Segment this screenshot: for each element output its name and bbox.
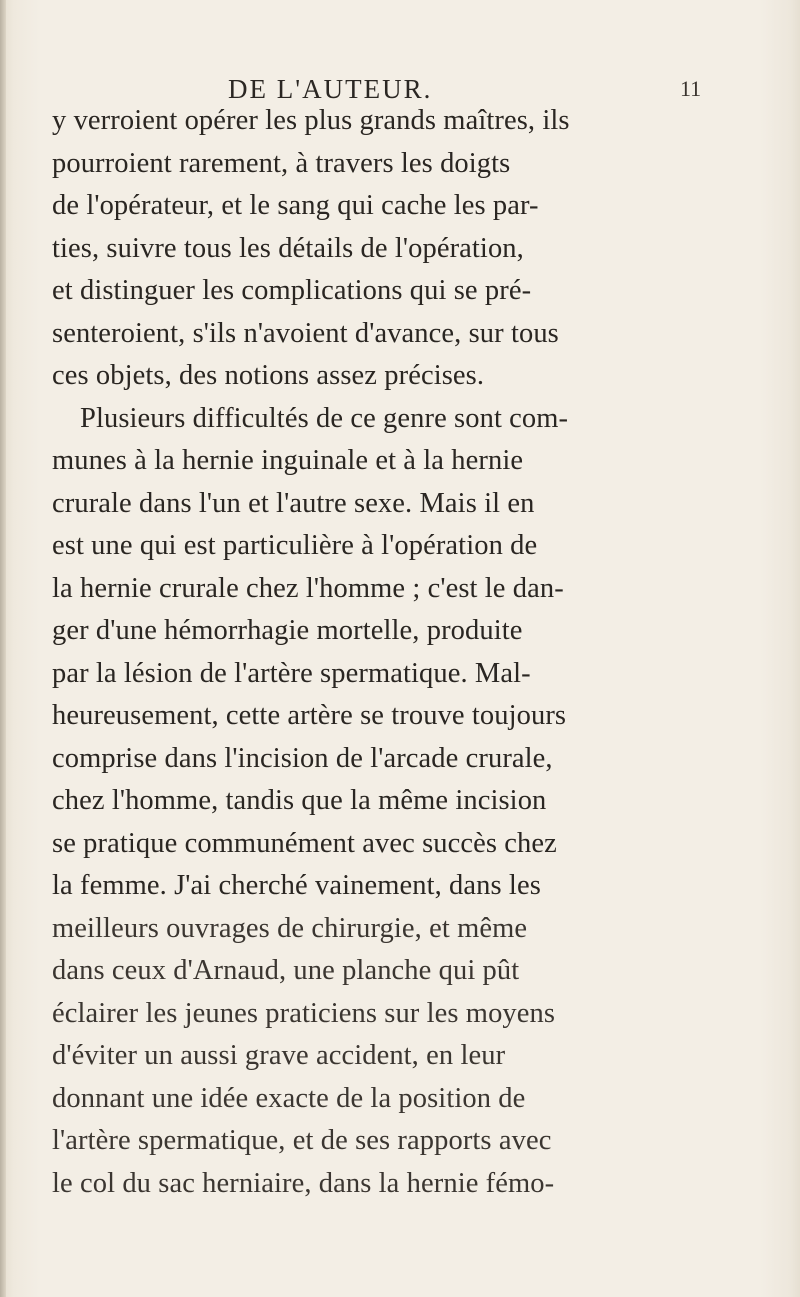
text-line: heureusement, cette artère se trouve toujours bbox=[52, 700, 567, 731]
text-line: par la lésion de l'artère spermatique. Mal- bbox=[52, 657, 531, 689]
text-line: et distinguer les complications qui se pré- bbox=[52, 275, 532, 306]
text-line: ger d'une hémorrhagie mortelle, produite bbox=[52, 615, 523, 646]
text-line: se pratique communément avec succès chez bbox=[52, 827, 557, 859]
text-line: d'éviter un aussi grave accident, en leur bbox=[52, 1040, 506, 1071]
body-text bbox=[52, 100, 772, 1205]
text-line: ties, suivre tous les détails de l'opération, bbox=[52, 232, 524, 264]
page-number: 11 bbox=[680, 76, 702, 101]
running-head: DE L'AUTEUR. bbox=[228, 74, 433, 104]
text-line: comprise dans l'incision de l'arcade crurale, bbox=[52, 742, 553, 774]
text-line: donnant une idée exacte de la position de bbox=[52, 1082, 526, 1114]
text-line: la femme. J'ai cherché vainement, dans les bbox=[52, 870, 541, 901]
text-line: le col du sac herniaire, dans la hernie fémo- bbox=[52, 1167, 555, 1199]
text-line: crurale dans l'un et l'autre sexe. Mais il en bbox=[52, 487, 535, 519]
text-line: la hernie crurale chez l'homme ; c'est le dan- bbox=[52, 572, 564, 604]
text-line: est une qui est particulière à l'opération de bbox=[52, 530, 538, 561]
paragraph-start-line: Plusieurs difficultés de ce genre sont com- bbox=[80, 402, 569, 434]
text-line: munes à la hernie inguinale et à la hernie bbox=[52, 445, 524, 476]
page-header bbox=[0, 52, 800, 104]
text-line: pourroient rarement, à travers les doigts bbox=[52, 147, 511, 179]
text-line: meilleurs ouvrages de chirurgie, et même bbox=[52, 912, 528, 944]
text-line: de l'opérateur, et le sang qui cache les par- bbox=[52, 190, 539, 221]
text-line: l'artère spermatique, et de ses rapports avec bbox=[52, 1125, 552, 1156]
text-line: chez l'homme, tandis que la même incision bbox=[52, 785, 547, 816]
text-line: dans ceux d'Arnaud, une planche qui pût bbox=[52, 955, 520, 986]
text-line: éclairer les jeunes praticiens sur les moyens bbox=[52, 997, 556, 1029]
text-line: y verroient opérer les plus grands maîtres, ils bbox=[52, 105, 570, 136]
text-line: senteroient, s'ils n'avoient d'avance, sur tous bbox=[52, 317, 559, 349]
text-line: ces objets, des notions assez précises. bbox=[52, 360, 485, 391]
page-binding-edge bbox=[0, 0, 6, 1297]
